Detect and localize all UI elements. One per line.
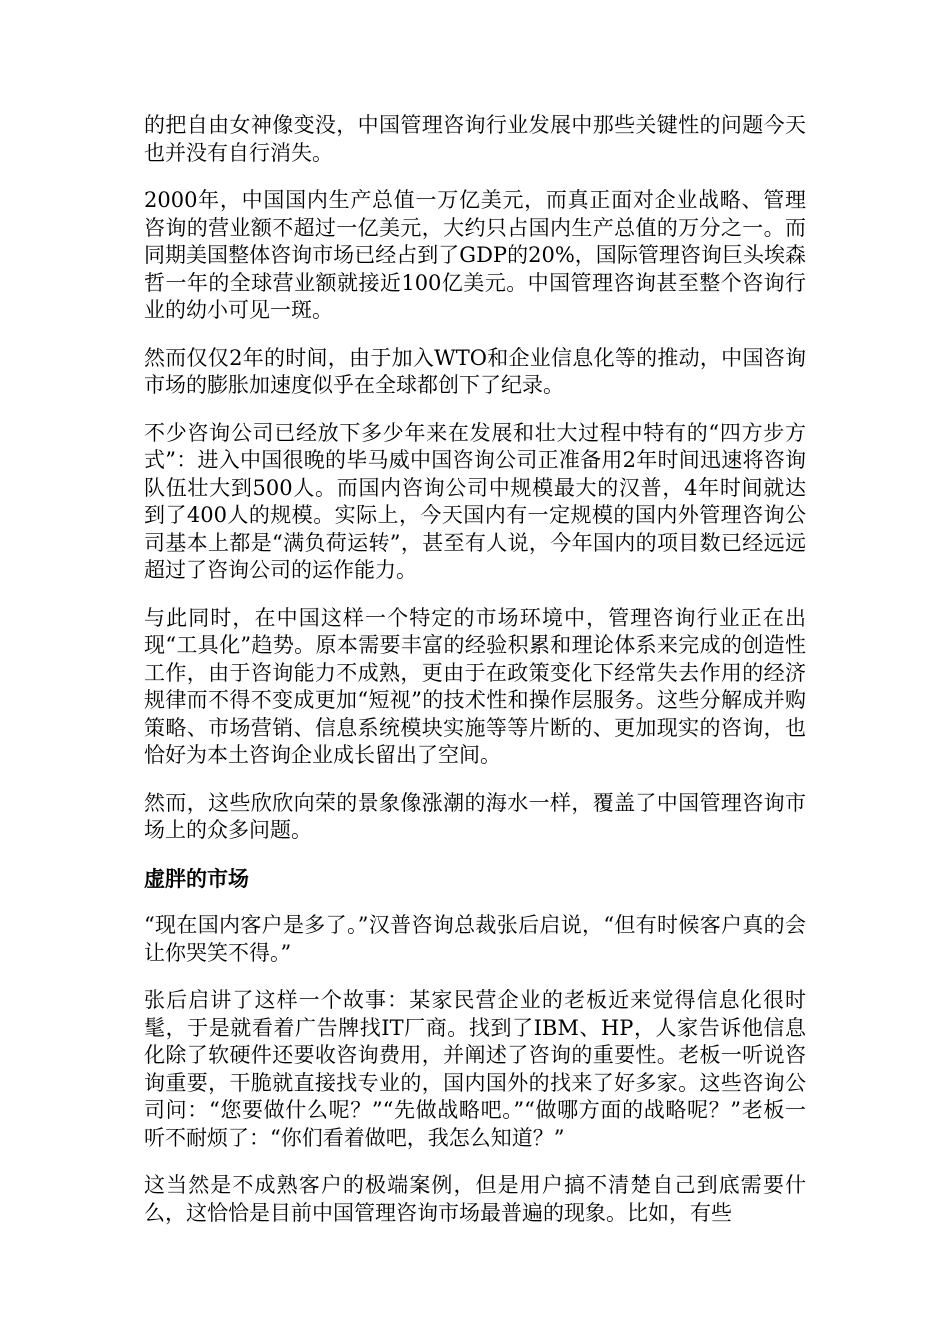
paragraph-3: 然而仅仅2年的时间，由于加入WTO和企业信息化等的推动，中国咨询市场的膨胀加速度似乎在全球都创下了纪录。 [144, 345, 806, 397]
paragraph-9: 这当然是不成熟客户的极端案例，但是用户搞不清楚自己到底需要什么，这恰恰是目前中国管理咨询市场最普遍的现象。比如，有些 [144, 1173, 806, 1225]
paragraph-5: 与此同时，在中国这样一个特定的市场环境中，管理咨询行业正在出现“工具化”趋势。原本需要丰富的经验积累和理论体系来完成的创造性工作，由于咨询能力不成熟，更由于在政策变化下经常失去作用的经济规律而不得不变成更加“短视”的技术性和操作层服务。这些分解成并购策略、市场营销、信息系统模块实施等等片断的、更加现实的咨询，也恰好为本土咨询企业成长留出了空间。 [144, 605, 806, 767]
paragraph-6: 然而，这些欣欣向荣的景象像涨潮的海水一样，覆盖了中国管理咨询市场上的众多问题。 [144, 790, 806, 842]
paragraph-7: “现在国内客户是多了。”汉普咨询总裁张后启说，“但有时候客户真的会让你哭笑不得。” [144, 913, 806, 965]
paragraph-8: 张后启讲了这样一个故事：某家民营企业的老板近来觉得信息化很时髦，于是就看着广告牌找IT厂商。找到了IBM、HP，人家告诉他信息化除了软硬件还要收咨询费用，并阐述了咨询的重要性。老板一听说咨询重要，干脆就直接找专业的，国内国外的找来了好多家。这些咨询公司问：“您要做什么呢？”“先做战略吧。”“做哪方面的战略呢？”老板一听不耐烦了：“你们看着做吧，我怎么知道？” [144, 988, 806, 1150]
paragraph-1: 的把自由女神像变没，中国管理咨询行业发展中那些关键性的问题今天也并没有自行消失。 [144, 113, 806, 165]
paragraph-4: 不少咨询公司已经放下多少年来在发展和壮大过程中特有的“四方步方式”：进入中国很晚的毕马威中国咨询公司正准备用2年时间迅速将咨询队伍壮大到500人。而国内咨询公司中规模最大的汉普，4年时间就达到了400人的规模。实际上，今天国内有一定规模的国内外管理咨询公司基本上都是“满负荷运转”，甚至有人说，今年国内的项目数已经远远超过了咨询公司的运作能力。 [144, 420, 806, 582]
section-heading: 虚胖的市场 [144, 865, 249, 891]
paragraph-2: 2000年，中国国内生产总值一万亿美元，而真正面对企业战略、管理咨询的营业额不超过一亿美元，大约只占国内生产总值的万分之一。而同期美国整体咨询市场已经占到了GDP的20%，国际管理咨询巨头埃森哲一年的全球营业额就接近100亿美元。中国管理咨询甚至整个咨询行业的幼小可见一斑。 [144, 188, 806, 322]
document-page [144, 112, 806, 1247]
